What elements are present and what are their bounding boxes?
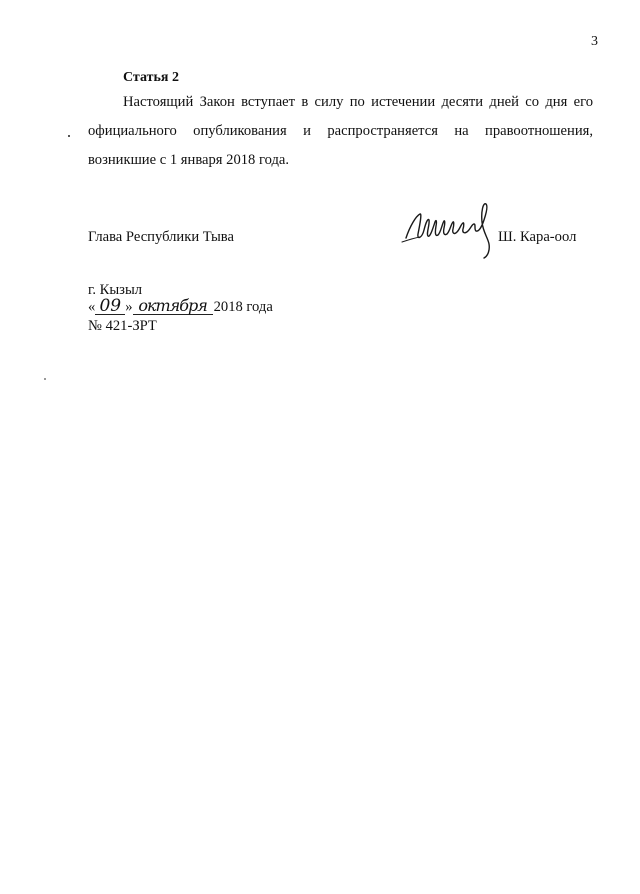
law-number: № 421-ЗРТ — [88, 318, 157, 334]
margin-mark-lower — [44, 378, 46, 380]
article-heading: Статья 2 — [123, 70, 179, 85]
date-month-handwritten: октября — [133, 298, 213, 315]
signatory-title: Глава Республики Тыва — [88, 229, 234, 245]
page-number: 3 — [591, 34, 598, 49]
handwritten-signature — [396, 198, 500, 262]
date-close-quote: » — [125, 299, 133, 315]
article-body: Настоящий Закон вступает в силу по истечении десяти дней со дня его официального опубликования и распространяется на правоотношения, возникшие с 1 января 2018 года. — [88, 94, 593, 168]
signing-date — [88, 298, 273, 316]
date-day-handwritten: 09 — [95, 298, 125, 315]
place-of-signing: г. Кызыл — [88, 282, 143, 298]
date-year: 2018 года — [213, 299, 273, 315]
date-open-quote: « — [88, 299, 96, 315]
signatory-name: Ш. Кара-оол — [498, 229, 577, 245]
margin-mark — [68, 135, 70, 137]
